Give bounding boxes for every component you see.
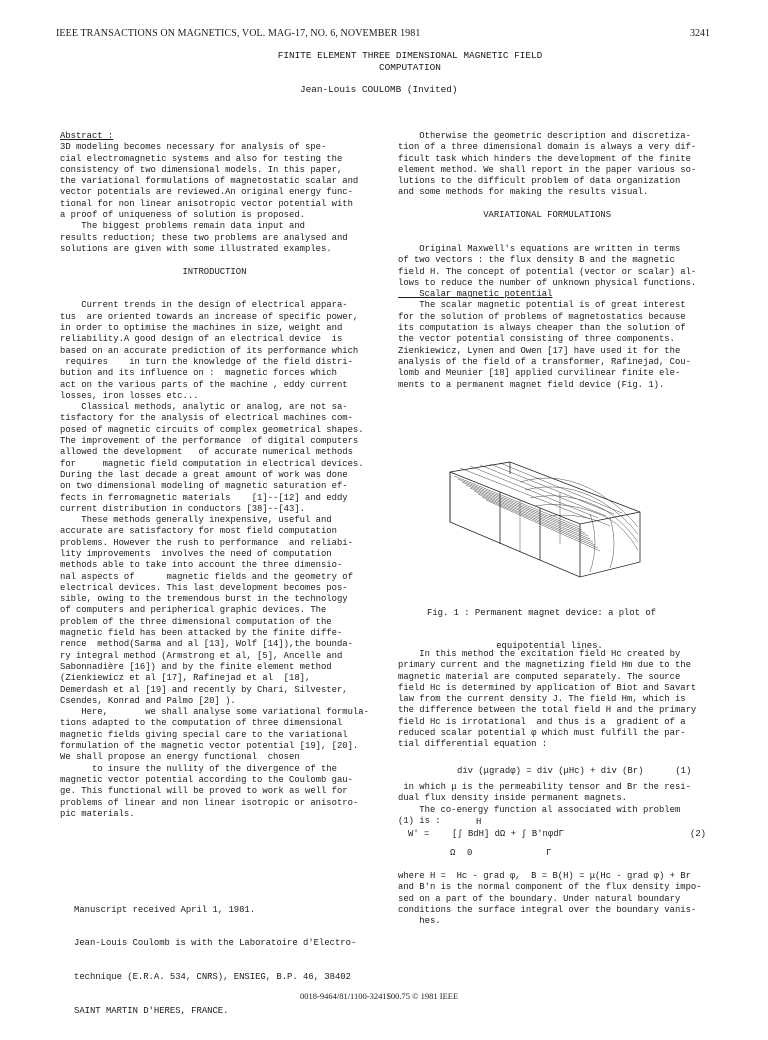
eq2-upper: H	[476, 817, 482, 827]
right-column-mid	[398, 649, 696, 751]
text-line: element method. We shall report in the paper various so-	[398, 164, 697, 175]
text-line: sed on a part of the boundary. Under natural boundary	[398, 893, 681, 904]
text-line: act on the various parts of the machine , eddy current	[60, 379, 348, 390]
equation-1: div (μgradφ) = div (μHc) + div (Br) (1)	[457, 766, 692, 776]
text-line: posed of magnetic circuits of complex geometrical shapes.	[60, 424, 364, 435]
text-line: lomb and Meunier [18] applied curvilinear finite ele-	[398, 368, 681, 379]
section-heading: VARIATIONAL FORMULATIONS	[483, 210, 612, 221]
text-line: of two vectors : the flux density B and the magnetic	[398, 255, 675, 266]
text-line: consistency of two dimensional models. In this paper,	[60, 164, 343, 175]
text-line: current distribution in conductors [38]--[43].	[60, 503, 305, 514]
text-line: Demerdash et al [19] and recently by Chari, Silvester,	[60, 684, 348, 695]
text-line: (1) is :	[398, 815, 441, 826]
text-line: vector potentials are reviewed.An original energy func-	[60, 187, 353, 198]
text-line: electrical devices. This last development becomes pos-	[60, 582, 348, 593]
text-line: in which μ is the permeability tensor and Br the resi-	[398, 782, 691, 792]
journal-header: IEEE TRANSACTIONS ON MAGNETICS, VOL. MAG-17, NO. 6, NOVEMBER 1981	[56, 28, 421, 39]
text-line: During the last decade a great amount of work was done	[60, 469, 348, 480]
text-line	[60, 255, 369, 266]
text-line: and some methods for making the results visual.	[398, 187, 649, 198]
text-line: pic materials.	[60, 808, 135, 819]
text-line: field H. The concept of potential (vector or scalar) al-	[398, 266, 697, 277]
text-line: and B'n is the normal component of the flux density impo-	[398, 882, 702, 893]
left-column	[60, 131, 369, 820]
text-line: of computers and peripherical graphic devices. The	[60, 605, 327, 616]
text-line: magnetic fields giving special care to the variational	[60, 729, 348, 740]
text-line: accurate are satisfactory for most field computation	[60, 526, 337, 537]
text-line: Otherwise the geometric description and discretiza-	[398, 131, 691, 141]
text-line: on two dimensional modeling of magnetic saturation ef-	[60, 481, 348, 492]
text-line: Csendes, Konrad and Palmo [20] ).	[60, 695, 236, 706]
text-line: ments to a permanent magnet field device (Fig. 1).	[398, 379, 665, 390]
text-line: Sabonnadière [16]) and by the finite element method	[60, 661, 332, 672]
caption-line: equipotential lines.	[427, 641, 603, 652]
caption-line: Fig. 1 : Permanent magnet device: a plot of	[427, 607, 657, 618]
figure-permanent-magnet-device	[440, 452, 650, 582]
text-line: tion of a three dimensional domain is always a very dif-	[398, 142, 697, 153]
eq2-body: [∫ BdH] dΩ + ∫ B'nφdΓ	[452, 829, 564, 839]
eq2-lhs: W' =	[408, 829, 430, 839]
text-line: Abstract :	[60, 131, 114, 141]
text-line: Current trends in the design of electrical appara-	[60, 300, 348, 311]
text-line	[398, 221, 696, 232]
text-line: The co-energy function al associated with problem	[398, 804, 681, 815]
text-line: lows to reduce the number of unknown physical functions.	[398, 277, 697, 288]
eq2-lower-zero: 0	[467, 848, 473, 858]
footnote-line: Manuscript received April 1, 1981.	[74, 904, 256, 915]
text-line: field Hc is determined by application of Biot and Savart	[398, 682, 697, 693]
text-line: magnetic material are computed separately. The source	[398, 671, 681, 682]
text-line: cial electromagnetic systems and also for testing the	[60, 153, 343, 164]
text-line: the variational formulations of magnetostatic scalar and	[60, 176, 359, 187]
title-line: COMPUTATION	[379, 62, 441, 73]
footnote-line: SAINT MARTIN D'HERES, FRANCE.	[74, 1006, 229, 1017]
text-line: sible, owing to the tremendous burst in the technology	[60, 594, 348, 605]
text-line: ry integral method (Armstrong et al, [5], Ancelle and	[60, 650, 343, 661]
text-line: Scalar magnetic potential	[398, 289, 553, 300]
right-column-after-eq1	[398, 782, 691, 827]
text-line: bution and its influence on : magnetic forces which	[60, 368, 337, 379]
text-line: 3D modeling becomes necessary for analysis of spe-	[60, 142, 327, 153]
text-line: fects in ferromagnetic materials [1]--[12] and eddy	[60, 492, 348, 503]
text-line: allowed the development of accurate numerical methods	[60, 447, 353, 458]
text-line: ge. This functional will be proved to work as well for	[60, 786, 348, 797]
text-line: field Hc is irrotational and thus is a gradient of a	[398, 716, 686, 727]
text-line: magnetic field has been attacked by the finite diffe-	[60, 628, 343, 639]
text-line: solutions are given with some illustrated examples.	[60, 243, 332, 254]
text-line: magnetic vector potential according to the Coulomb gau-	[60, 774, 353, 785]
text-line: formulation of the magnetic vector potential [19], [20].	[60, 741, 359, 752]
footnote-line: technique (E.R.A. 534, CNRS), ENSIEG, B.P. 46, 38402	[74, 972, 351, 983]
text-line: reliability.A good design of an electrical device is	[60, 334, 343, 345]
text-line	[398, 199, 696, 210]
text-line: based on an accurate prediction of its performance which	[60, 345, 359, 356]
text-line: reduced scalar potential φ which must fulfill the par-	[398, 728, 686, 739]
footnote	[74, 882, 356, 1040]
text-line: for the solution of problems of magnetostatics because	[398, 311, 686, 322]
text-line: in order to optimise the machines in size, weight and	[60, 323, 343, 334]
text-line: conditions the surface integral over the boundary vanis-	[398, 904, 697, 915]
text-line: rence method(Sarma and al [13], Wolf [14]),the bounda-	[60, 639, 353, 650]
text-line: lutions to the difficult problem of data organization	[398, 176, 681, 187]
text-line: a proof of uniqueness of solution is proposed.	[60, 210, 305, 221]
text-line: its computation is always cheaper than the solution of	[398, 323, 686, 334]
text-line: results reduction; these two problems are analysed and	[60, 232, 348, 243]
text-line: to insure the nullity of the divergence of the	[60, 763, 337, 774]
text-line: The scalar magnetic potential is of great interest	[398, 300, 686, 311]
copyright-line: 0018-9464/81/1100-3241$00.75 © 1981 IEEE	[300, 991, 459, 1001]
text-line: hes.	[398, 916, 441, 927]
eq2-lower-gamma: Γ	[546, 848, 552, 858]
text-line: Classical methods, analytic or analog, are not sa-	[60, 402, 348, 413]
right-column-top	[398, 131, 696, 391]
text-line: The biggest problems remain data input and	[60, 221, 305, 232]
footnote-line: Jean-Louis Coulomb is with the Laboratoire d'Electro-	[74, 938, 357, 949]
text-line: tisfactory for the analysis of electrical machines com-	[60, 413, 353, 424]
text-line: lity improvements involves the need of computation	[60, 548, 332, 559]
text-line: (Zienkiewicz et al [17], Rafinejad et al [18],	[60, 673, 311, 684]
text-line: tus are oriented towards an increase of specific power,	[60, 311, 359, 322]
text-line: nal aspects of magnetic fields and the geometry of	[60, 571, 353, 582]
paper-title	[230, 50, 590, 74]
text-line: Here, we shall analyse some variational formula-	[60, 707, 369, 718]
text-line: problems of linear and non linear isotropic or anisotro-	[60, 797, 359, 808]
text-line: law from the current density J. The field Hm, which is	[398, 694, 686, 705]
text-line: tions adapted to the computation of three dimensional	[60, 718, 343, 729]
text-line: primary current and the magnetizing field Hm due to the	[398, 660, 691, 671]
right-column-bottom	[398, 871, 702, 927]
text-line	[60, 289, 369, 300]
text-line: analysis of the field of a transformer, Rafinejad, Cou-	[398, 356, 691, 367]
text-line: tial differential equation :	[398, 739, 548, 750]
text-line: The improvement of the performance of digital computers	[60, 436, 359, 447]
text-line: where H = Hc - grad φ, B = B(H) = μ(Hc - grad φ) + Br	[398, 871, 691, 881]
eq2-lower-omega: Ω	[450, 848, 456, 858]
text-line: methods able to take into account the three dimensio-	[60, 560, 343, 571]
text-line: tional for non linear anisotropic vector potential with	[60, 198, 353, 209]
author-line: Jean-Louis COULOMB (Invited)	[300, 84, 458, 95]
text-line: the difference between the total field H and the primary	[398, 705, 697, 716]
text-line: Original Maxwell's equations are written in terms	[398, 243, 681, 254]
text-line	[398, 233, 696, 244]
text-line: problems. However the rush to performance and reliabi-	[60, 537, 353, 548]
section-heading: INTRODUCTION	[182, 266, 247, 277]
eq2-number: (2)	[690, 829, 706, 839]
text-line: the vector potential consisting of three components.	[398, 334, 675, 345]
page-number: 3241	[690, 28, 710, 39]
text-line: In this method the excitation field Hc created by	[398, 649, 681, 659]
text-line: These methods generally inexpensive, useful and	[60, 515, 332, 526]
text-line: Zienkiewicz, Lynen and Owen [17] have used it for the	[398, 345, 681, 356]
text-line: dual flux density inside permanent magnets.	[398, 793, 628, 804]
title-line: FINITE ELEMENT THREE DIMENSIONAL MAGNETIC FIELD	[277, 50, 543, 61]
text-line: requires in turn the knowledge of the field distri-	[60, 356, 353, 367]
text-line: for magnetic field computation in electrical devices.	[60, 458, 364, 469]
text-line: losses, iron losses etc...	[60, 390, 199, 401]
text-line: ficult task which hinders the development of the finite	[398, 153, 691, 164]
text-line	[60, 278, 369, 289]
text-line: problem of the three dimensional computation of the	[60, 616, 332, 627]
text-line: We shall propose an energy functional chosen	[60, 752, 300, 763]
